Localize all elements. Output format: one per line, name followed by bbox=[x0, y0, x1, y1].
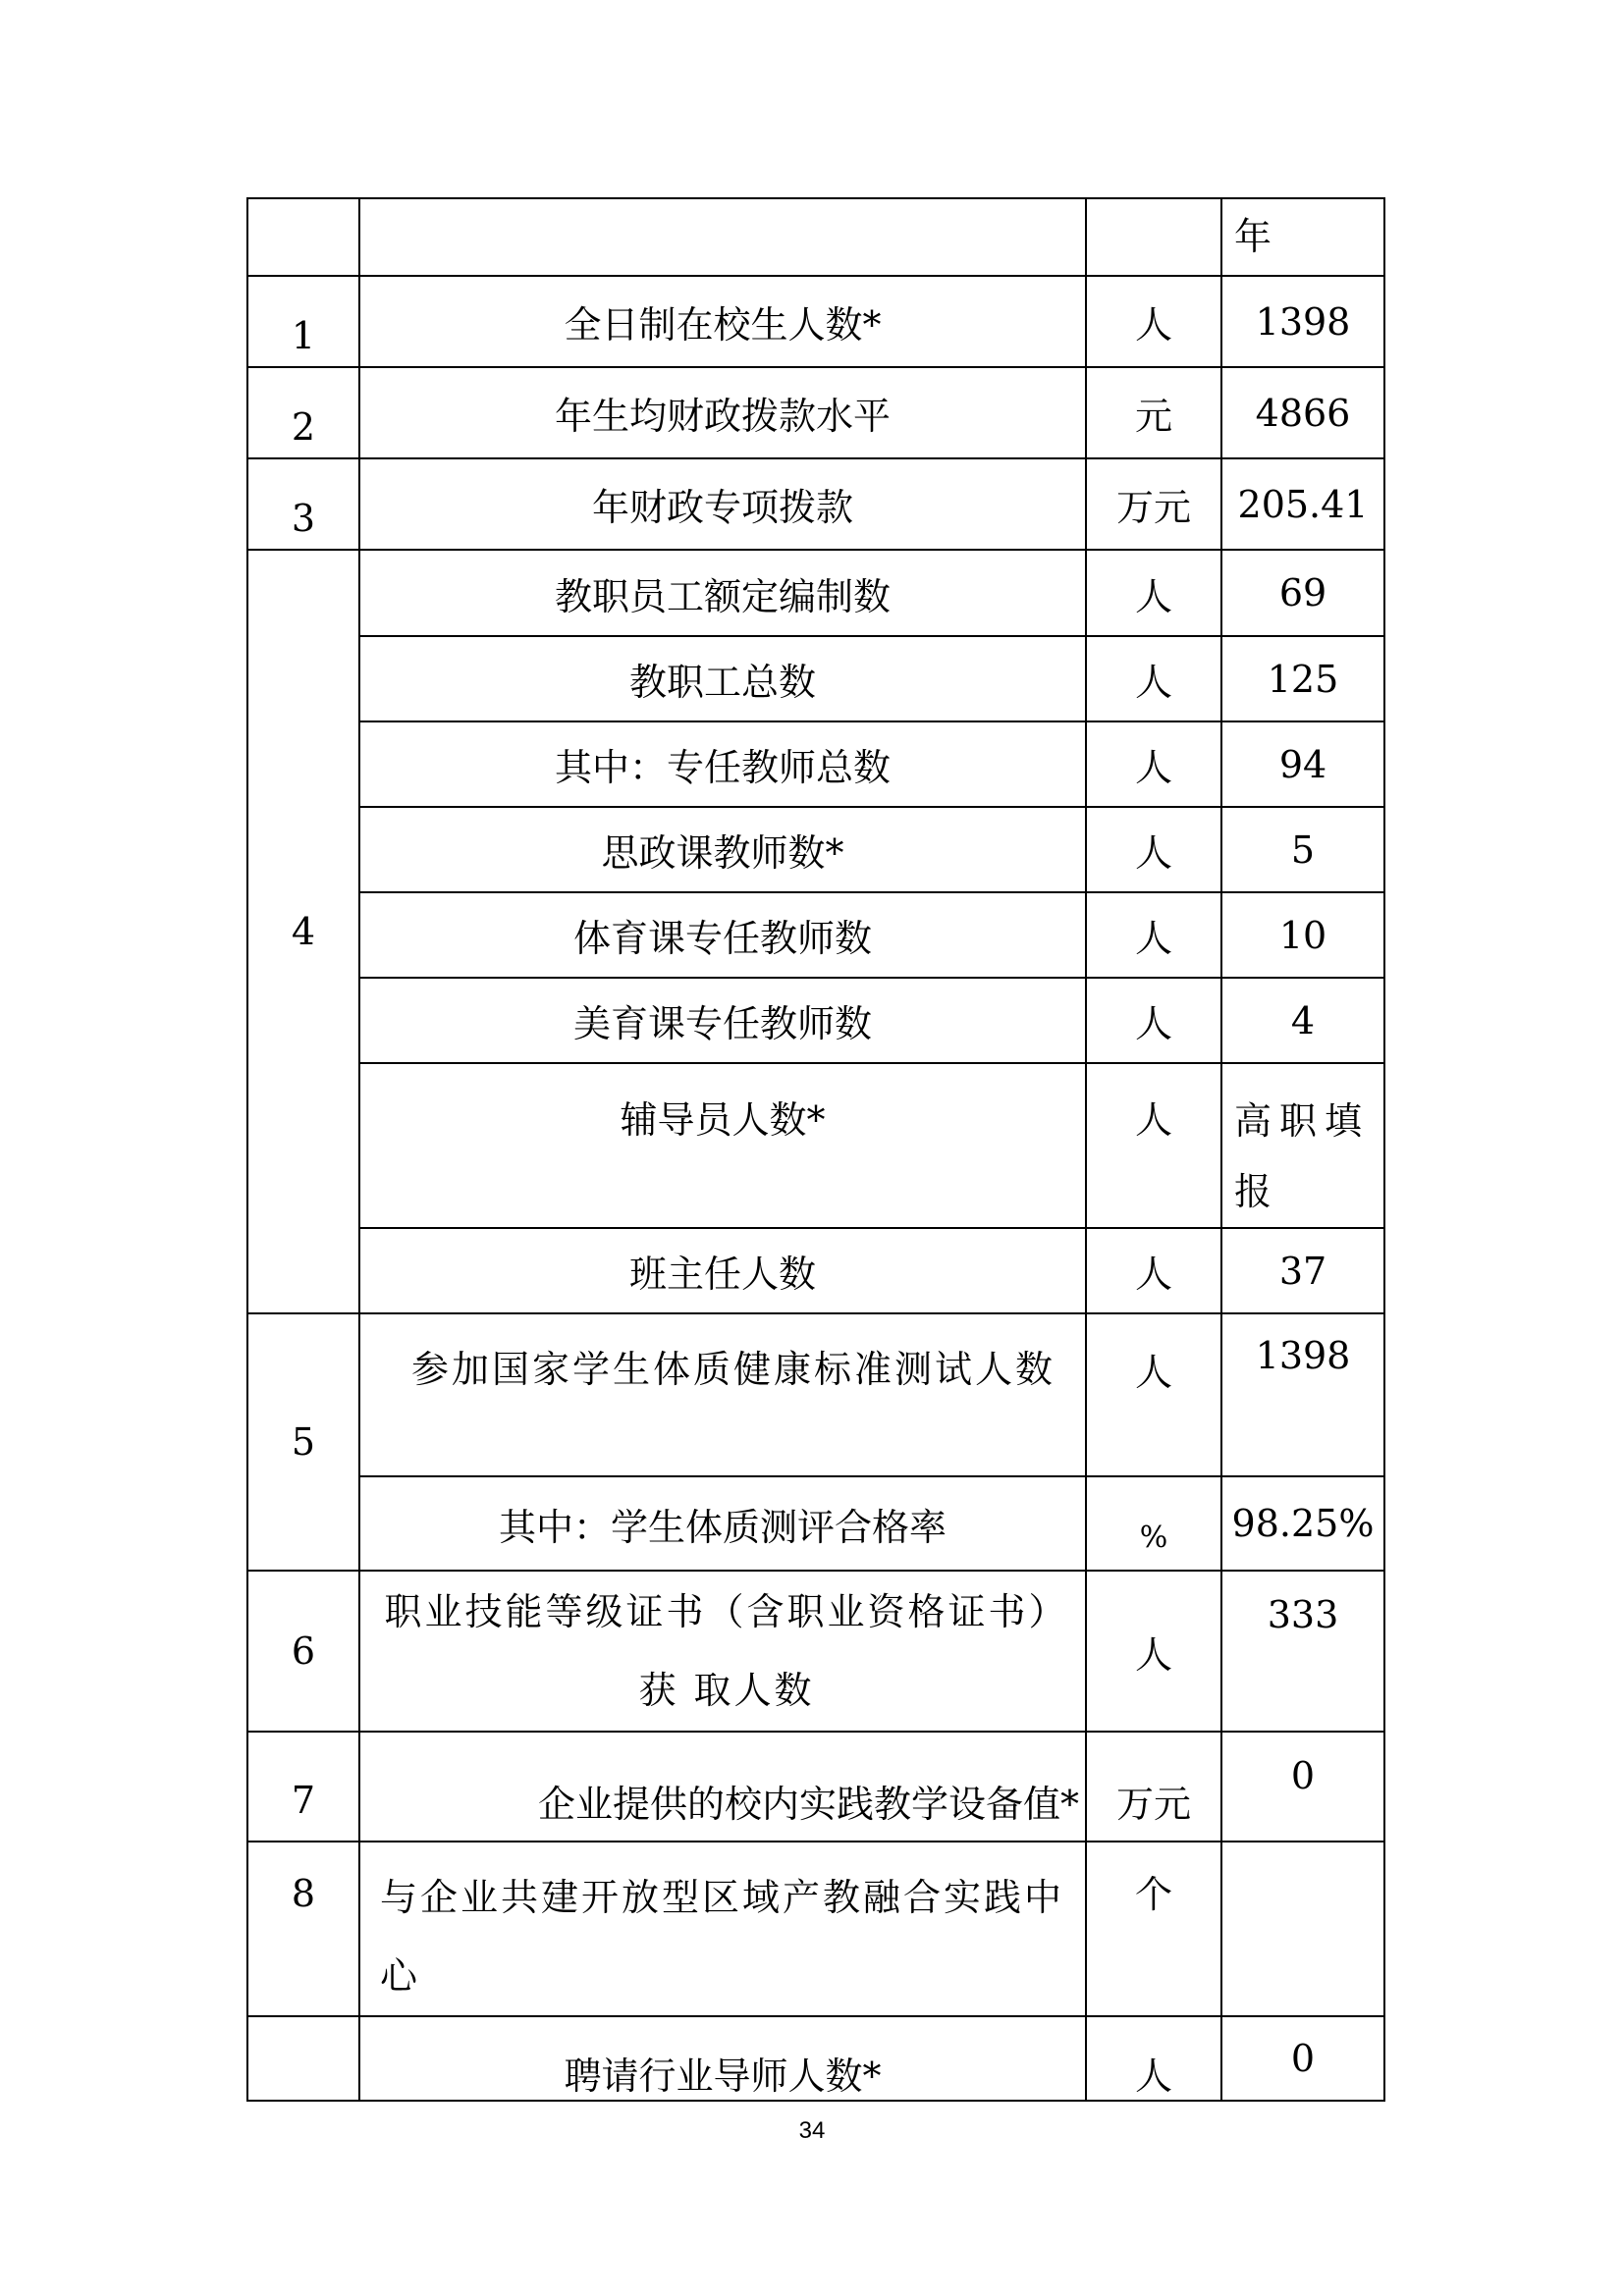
item-text: 其中：专任教师总数 bbox=[554, 746, 891, 789]
num-text: 3 bbox=[291, 496, 316, 540]
item-text: 聘请行业导师人数* bbox=[564, 2054, 882, 2098]
table-row bbox=[247, 1313, 1384, 1476]
value-cell bbox=[1221, 1313, 1384, 1476]
unit-text: 万元 bbox=[1115, 1782, 1191, 1826]
item-text: 年财政专项拨款 bbox=[591, 486, 853, 529]
value-cell bbox=[1221, 978, 1384, 1063]
item-cell bbox=[359, 1063, 1086, 1228]
table-row bbox=[247, 2016, 1384, 2101]
value-cell bbox=[1221, 198, 1384, 276]
unit-text: 人 bbox=[1134, 746, 1172, 789]
num-text: 1 bbox=[291, 313, 316, 357]
table-row bbox=[247, 892, 1384, 978]
num-text: 8 bbox=[291, 1872, 316, 1915]
statistics-table bbox=[246, 197, 1385, 2102]
value-cell bbox=[1221, 892, 1384, 978]
value-cell bbox=[1221, 276, 1384, 367]
value-text: 1398 bbox=[1255, 299, 1351, 344]
unit-text: 人 bbox=[1134, 303, 1172, 347]
num-text: 6 bbox=[291, 1629, 316, 1673]
unit-text: 人 bbox=[1134, 1253, 1172, 1296]
unit-cell bbox=[1086, 367, 1221, 458]
value-cell bbox=[1221, 1063, 1384, 1228]
unit-cell bbox=[1086, 1732, 1221, 1842]
unit-text: 人 bbox=[1134, 2054, 1172, 2098]
num-cell bbox=[247, 458, 359, 550]
num-cell bbox=[247, 1313, 359, 1571]
item-cell bbox=[359, 550, 1086, 636]
unit-cell bbox=[1086, 550, 1221, 636]
num-cell bbox=[247, 1842, 359, 2016]
num-cell bbox=[247, 367, 359, 458]
table-row bbox=[247, 1063, 1384, 1228]
item-text: 其中：学生体质测评合格率 bbox=[498, 1505, 947, 1549]
unit-cell bbox=[1086, 1842, 1221, 2016]
value-text: 10 bbox=[1278, 913, 1327, 957]
unit-cell bbox=[1086, 1313, 1221, 1476]
item-cell bbox=[359, 2016, 1086, 2101]
item-text: 思政课教师数* bbox=[601, 831, 844, 875]
num-text: 4 bbox=[291, 910, 316, 953]
value-text: 69 bbox=[1278, 571, 1327, 614]
value-text: 125 bbox=[1267, 657, 1339, 701]
value-cell bbox=[1221, 1732, 1384, 1842]
unit-cell bbox=[1086, 1476, 1221, 1571]
value-cell bbox=[1221, 458, 1384, 550]
num-cell bbox=[247, 276, 359, 367]
value-cell bbox=[1221, 636, 1384, 721]
table-row bbox=[247, 367, 1384, 458]
page-number: 34 bbox=[798, 2117, 826, 2144]
item-text: 参加国家学生体质健康标准测试人数 bbox=[411, 1348, 1056, 1391]
table-row bbox=[247, 721, 1384, 807]
num-cell bbox=[247, 1732, 359, 1842]
item-cell bbox=[359, 721, 1086, 807]
item-text: 班主任人数 bbox=[628, 1253, 816, 1296]
num-text: 5 bbox=[291, 1420, 316, 1464]
table-row bbox=[247, 458, 1384, 550]
table-row bbox=[247, 1228, 1384, 1313]
item-text: 企业提供的校内实践教学设备值* bbox=[537, 1782, 1079, 1826]
value-cell bbox=[1221, 1476, 1384, 1571]
item-text: 职业技能等级证书（含职业资格证书）获 取人数 bbox=[384, 1590, 1069, 1712]
unit-cell bbox=[1086, 458, 1221, 550]
unit-text: 人 bbox=[1134, 574, 1172, 618]
unit-text: 人 bbox=[1134, 661, 1172, 704]
unit-text: 个 bbox=[1134, 1873, 1172, 1916]
item-cell bbox=[359, 1732, 1086, 1842]
value-text: 4866 bbox=[1255, 391, 1351, 435]
table-row bbox=[247, 978, 1384, 1063]
unit-text: 人 bbox=[1134, 1632, 1172, 1677]
unit-cell bbox=[1086, 198, 1221, 276]
value-cell bbox=[1221, 1228, 1384, 1313]
item-text: 与企业共建开放型区域产教融合实践中心 bbox=[380, 1876, 1065, 1998]
num-cell bbox=[247, 1571, 359, 1732]
value-cell bbox=[1221, 1571, 1384, 1732]
value-text: 年 bbox=[1234, 214, 1272, 258]
item-cell bbox=[359, 978, 1086, 1063]
table-row bbox=[247, 636, 1384, 721]
item-text: 教职员工额定编制数 bbox=[554, 574, 891, 618]
value-text: 1398 bbox=[1255, 1334, 1351, 1377]
value-cell bbox=[1221, 1842, 1384, 2016]
unit-cell bbox=[1086, 1571, 1221, 1732]
unit-text: 人 bbox=[1134, 1351, 1172, 1394]
value-text: 0 bbox=[1290, 2037, 1316, 2080]
value-cell bbox=[1221, 2016, 1384, 2101]
unit-cell bbox=[1086, 276, 1221, 367]
value-text: 高职填报 bbox=[1234, 1099, 1371, 1213]
table-row bbox=[247, 807, 1384, 892]
item-cell bbox=[359, 1228, 1086, 1313]
value-text: 333 bbox=[1267, 1593, 1339, 1636]
table-row bbox=[247, 550, 1384, 636]
item-cell bbox=[359, 892, 1086, 978]
value-text: 0 bbox=[1290, 1754, 1316, 1797]
item-cell bbox=[359, 367, 1086, 458]
item-text: 体育课专任教师数 bbox=[572, 917, 872, 960]
item-cell bbox=[359, 1571, 1086, 1732]
unit-cell bbox=[1086, 721, 1221, 807]
value-cell bbox=[1221, 550, 1384, 636]
unit-cell bbox=[1086, 2016, 1221, 2101]
table-row bbox=[247, 1732, 1384, 1842]
unit-text: 万元 bbox=[1115, 486, 1191, 529]
item-cell bbox=[359, 198, 1086, 276]
item-text: 教职工总数 bbox=[628, 661, 816, 704]
item-cell bbox=[359, 276, 1086, 367]
unit-text: 人 bbox=[1134, 1002, 1172, 1045]
table-row bbox=[247, 1476, 1384, 1571]
value-text: 4 bbox=[1290, 998, 1316, 1042]
unit-cell bbox=[1086, 807, 1221, 892]
unit-text: 人 bbox=[1134, 1098, 1172, 1142]
table-row bbox=[247, 276, 1384, 367]
unit-cell bbox=[1086, 1228, 1221, 1313]
item-cell bbox=[359, 807, 1086, 892]
value-text: 5 bbox=[1290, 828, 1316, 872]
num-cell bbox=[247, 550, 359, 1313]
item-text: 美育课专任教师数 bbox=[572, 1002, 872, 1045]
value-cell bbox=[1221, 721, 1384, 807]
unit-cell bbox=[1086, 978, 1221, 1063]
value-text: 94 bbox=[1278, 742, 1327, 786]
item-text: 辅导员人数* bbox=[620, 1098, 826, 1142]
unit-cell bbox=[1086, 636, 1221, 721]
table-row bbox=[247, 1571, 1384, 1732]
item-cell bbox=[359, 1842, 1086, 2016]
value-cell bbox=[1221, 807, 1384, 892]
item-cell bbox=[359, 1313, 1086, 1476]
unit-text: 人 bbox=[1134, 831, 1172, 875]
unit-text: % bbox=[1139, 1520, 1168, 1555]
num-cell bbox=[247, 198, 359, 276]
value-text: 37 bbox=[1278, 1249, 1327, 1293]
unit-text: 元 bbox=[1134, 395, 1172, 438]
item-cell bbox=[359, 458, 1086, 550]
item-text: 全日制在校生人数* bbox=[564, 303, 882, 347]
value-text: 98.25% bbox=[1231, 1502, 1375, 1545]
value-text: 205.41 bbox=[1237, 482, 1369, 526]
num-cell bbox=[247, 2016, 359, 2101]
item-cell bbox=[359, 636, 1086, 721]
item-text: 年生均财政拨款水平 bbox=[554, 395, 891, 438]
unit-text: 人 bbox=[1134, 917, 1172, 960]
unit-cell bbox=[1086, 892, 1221, 978]
table-row bbox=[247, 198, 1384, 276]
value-cell bbox=[1221, 367, 1384, 458]
num-text: 7 bbox=[291, 1779, 316, 1822]
item-cell bbox=[359, 1476, 1086, 1571]
unit-cell bbox=[1086, 1063, 1221, 1228]
num-text: 2 bbox=[291, 404, 316, 449]
table-row bbox=[247, 1842, 1384, 2016]
